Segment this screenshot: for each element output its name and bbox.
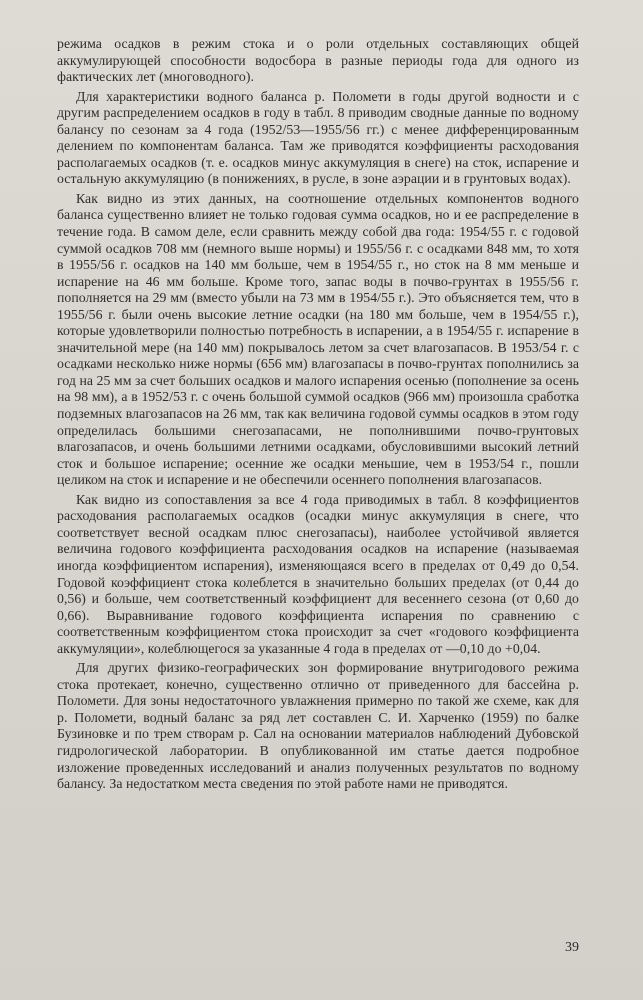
- paragraph-annual-distribution: Как видно из этих данных, на соотношение отдельных компонентов водного баланса существенно влияет не только годовая сумма осадков, но и ее распределение в течение года. В самом деле, если сравнить между собой два года: 1954/55 г. с годовой суммой осадков 708 мм (немного выше нормы) и 1955/56 г. с осадками 848 мм, то хотя в 1955/56 г. осадков на 140 мм больше, чем в 1954/55 г., но сток на 8 мм меньше и испарение на 46 мм больше. Кроме того, запас воды в почво-грунтах в 1955/56 г. пополняется на 29 мм (вместо убыли на 73 мм в 1954/55 г.). Это объясняется тем, что в 1955/56 г. были очень высокие летние осадки (на 180 мм больше, чем в 1954/55 г.), которые удовлетворили полностью потребность в испарении, а в 1954/55 г. испарение в значительной мере (на 140 мм) покрывалось летом за счет влагозапасов. В 1953/54 г. с осадками несколько ниже нормы (656 мм) влагозапасы в почво-грунтах пополнились за год на 25 мм за счет больших осадков и малого испарения осенью (пополнение за осень на 98 мм), а в 1952/53 г. с очень большой суммой осадков (966 мм) произошла сработка подземных влагозапасов на 26 мм, так как величина годовой суммы осадков в этом году определилась большими снегозапасами, не пополнившими почво-грунтовых влагозапасов, и очень большими летними осадками, обусловившими высокий летний сток и большое испарение; осенние же осадки меньшие, чем в 1953/54 г., пошли целиком на сток и испарение и не обеспечили осеннего пополнения влагозапасов.: [57, 190, 579, 488]
- paragraph-coefficients-comparison: Как видно из сопоставления за все 4 года приводимых в табл. 8 коэффициентов расходования располагаемых осадков (осадки минус аккумуляция в снеге, что соответствует весной осадкам плюс снегозапасы), наиболее устойчивой является величина годового коэффициента расходования осадков на испарение (называемая иногда коэффициентом испарения), изменяющаяся всего в пределах от 0,49 до 0,54. Годовой коэффициент стока колеблется в значительно больших пределах (от 0,44 до 0,56) и больше, чем соответственный коэффициент для весеннего сезона (от 0,60 до 0,66). Выравнивание годового коэффициента испарения по сравнению с соответственным коэффициентом стока происходит за счет «годового коэффициента аккумуляции», колеблющегося за указанные 4 года в пределах от —0,10 до +0,04.: [57, 491, 579, 656]
- paragraph-water-balance-table: Для характеристики водного баланса р. Поломети в годы другой водности и с другим распределением осадков в году в табл. 8 приводим сводные данные по водному балансу по сезонам за 4 года (1952/53—1955/56 гг.) с менее дифференцированным делением по компонентам баланса. Там же приводятся коэффициенты расходования располагаемых осадков (т. е. осадков минус аккумуляция в снеге) на сток, испарение и остальную аккумуляцию (в понижениях, в русле, в зоне аэрации и в грунтовых водах).: [57, 88, 579, 187]
- page-number: 39: [565, 940, 579, 955]
- page-body: [57, 36, 579, 793]
- paragraph-continuation: режима осадков в режим стока и о роли отдельных составляющих общей аккумулирующей способности водосбора в разные периоды года для одного из фактических лет (многоводного).: [57, 36, 579, 85]
- paragraph-other-zones: Для других физико-географических зон формирование внутригодового режима стока протекает, конечно, существенно отлично от приведенного для бассейна р. Поломети. Для зоны недостаточного увлажнения примерно по такой же схеме, как для р. Поломети, водный баланс за ряд лет составлен С. И. Харченко (1959) по балке Бузиновке и по трем створам р. Сал на основании материалов наблюдений Дубовской гидрологической лаборатории. В опубликованной им статье дается подробное изложение проведенных исследований и анализ полученных результатов по водному балансу. За недостатком места сведения по этой работе нами не приводятся.: [57, 660, 579, 792]
